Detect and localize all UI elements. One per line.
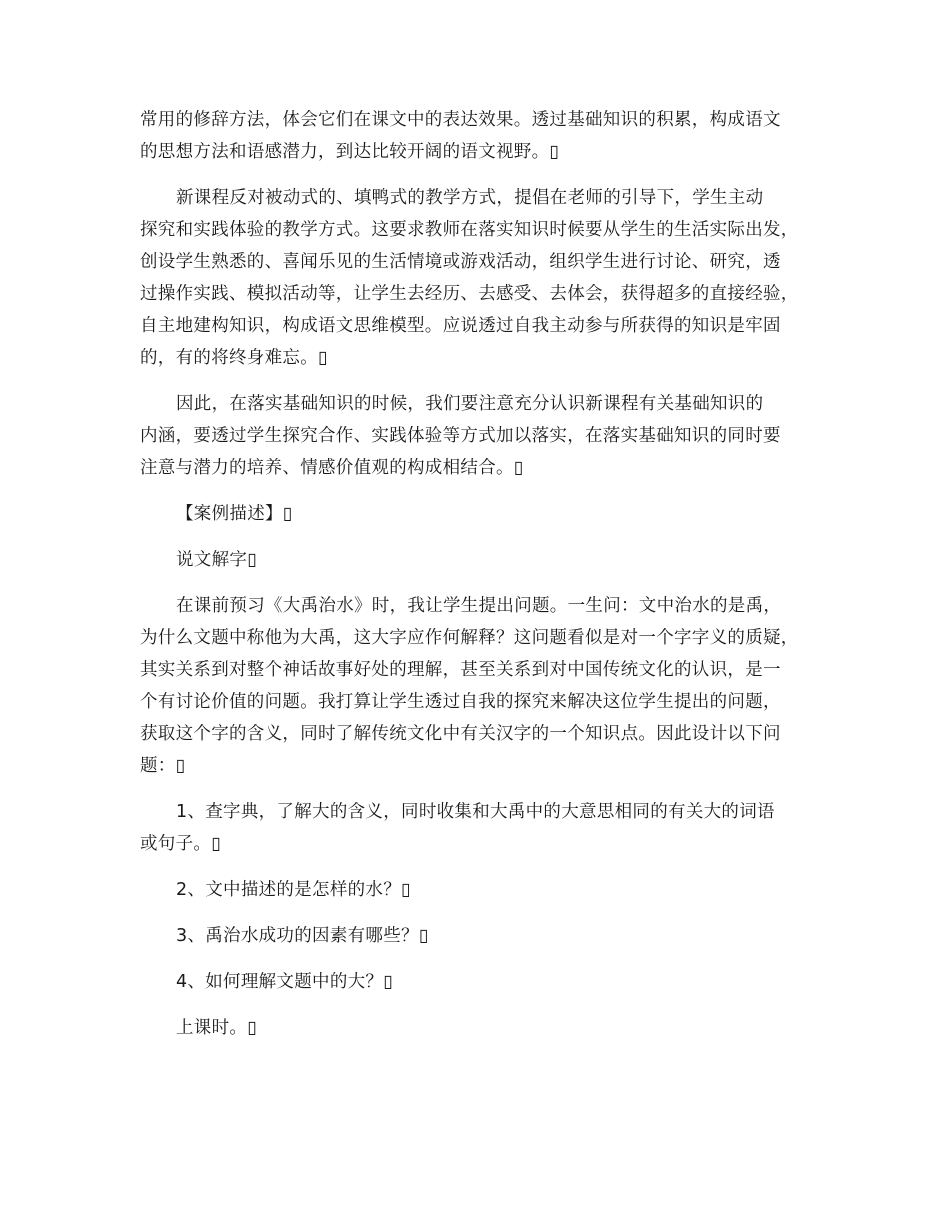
paragraph-line: 为什么文题中称他为大禹，这大字应作何解释？这问题看似是对一个字字义的质疑， [140,628,799,648]
paragraph-line: 1、查字典，了解大的含义，同时收集和大禹中的大意思相同的有关大的词语 [176,802,775,822]
paragraph-line: 的，有的将终身难忘。▯ [140,348,328,368]
paragraph-line: 3、禹治水成功的因素有哪些？▯ [176,926,429,946]
heading-line: 【案例描述】▯ [176,504,293,524]
paragraph-rhetoric [140,104,820,168]
paragraph-line: 个有讨论价值的问题。我打算让学生透过自我的探究来解决这位学生提出的问题， [140,692,781,712]
paragraph-line: 自主地建构知识，构成语文思维模型。应说透过自我主动参与所获得的知识是牢固 [140,316,781,336]
section-heading-case [140,498,820,530]
paragraph-line: 4、如何理解文题中的大？▯ [176,972,394,992]
paragraph-preview-question [140,590,820,782]
paragraph-line: 其实关系到对整个神话故事好处的理解，甚至关系到对中国传统文化的认识，是一 [140,660,781,680]
paragraph-line: 内涵，要透过学生探究合作、实践体验等方式加以落实，在落实基础知识的同时要 [140,426,781,446]
list-item-3 [140,920,820,952]
paragraph-line: 上课时。▯ [176,1018,258,1038]
paragraph-line: 在课前预习《大禹治水》时，我让学生提出问题。一生问：文中治水的是禹， [176,596,782,616]
paragraph-line: 常用的修辞方法，体会它们在课文中的表达效果。透过基础知识的积累，构成语文 [140,110,781,130]
paragraph-line: 2、文中描述的是怎样的水？▯ [176,880,411,900]
heading-line: 说文解字▯ [176,550,258,570]
paragraph-new-curriculum [140,182,820,374]
document-body [140,104,820,1044]
paragraph-line: 或句子。▯ [140,834,222,854]
paragraph-line: 过操作实践、模拟活动等，让学生去经历、去感受、去体会，获得超多的直接经验， [140,284,799,304]
paragraph-line: 因此，在落实基础知识的时候，我们要注意充分认识新课程有关基础知识的 [176,394,764,414]
paragraph-line: 注意与潜力的培养、情感价值观的构成相结合。▯ [140,458,524,478]
subheading-shuowen [140,544,820,576]
list-item-1 [140,796,820,860]
paragraph-therefore [140,388,820,484]
paragraph-line: 探究和实践体验的教学方式。这要求教师在落实知识时候要从学生的生活实际出发， [140,220,799,240]
paragraph-line: 的思想方法和语感潜力，到达比较开阔的语文视野。▯ [140,142,560,162]
paragraph-line: 创设学生熟悉的、喜闻乐见的生活情境或游戏活动，组织学生进行讨论、研究，透 [140,252,781,272]
list-item-2 [140,874,820,906]
paragraph-line: 题：▯ [140,756,186,776]
paragraph-line: 获取这个字的含义，同时了解传统文化中有关汉字的一个知识点。因此设计以下问 [140,724,781,744]
list-item-4 [140,966,820,998]
paragraph-line: 新课程反对被动式的、填鸭式的教学方式，提倡在老师的引导下，学生主动 [176,188,764,208]
paragraph-in-class [140,1012,820,1044]
